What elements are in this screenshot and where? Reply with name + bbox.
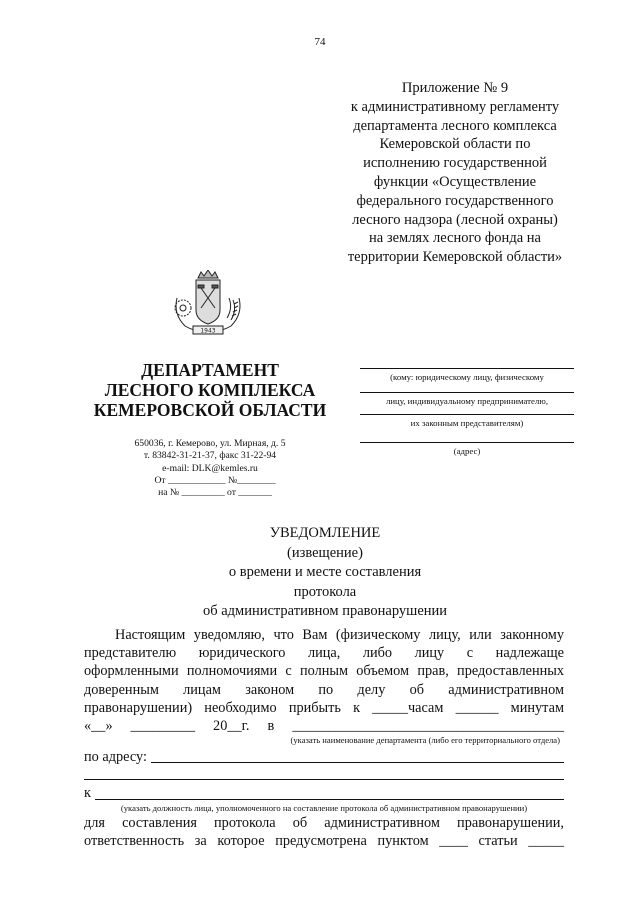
to-label: к [84, 785, 91, 802]
appendix-line: функции «Осуществление [373, 173, 537, 190]
appendix-line: территории Кемеровской области» [347, 249, 563, 266]
kemerovo-coat-of-arms-icon [171, 270, 245, 338]
appendix-line: на землях лесного фонда на [369, 230, 541, 247]
body-line: представителю юридического лица, либо лицу с надлежаще [84, 645, 564, 662]
department-name [60, 360, 360, 420]
appendix-header [320, 79, 590, 267]
department-name-caption: (указать наименование департамента (либо его территориального отдела) [290, 735, 560, 746]
appendix-line: к административному регламенту [350, 98, 560, 115]
recipient-address-line [360, 442, 574, 443]
notice-title-line: протокола [293, 583, 357, 600]
body-line: ответственность за которое предусмотрена пунктом ____ статьи _____ [84, 832, 564, 849]
appendix-line: Приложение № 9 [401, 80, 509, 96]
ref-to: на № _________ от _______ [158, 487, 272, 499]
address-line [151, 750, 564, 763]
notice-title-line: о времени и месте составления [228, 564, 422, 580]
address-label: по адресу: [84, 749, 147, 766]
official-caption: (указать должность лица, уполномоченного на составление протокола об административном правонарушении) [120, 802, 528, 813]
appendix-line: федерального государственного [356, 192, 554, 209]
address-row [84, 748, 564, 766]
body-line: «__» _________ 20__г. в ______________________________________ [84, 718, 564, 735]
department-name-line: ДЕПАРТАМЕНТ [141, 360, 279, 380]
body-line: оформленными полномочиями с полным объемом прав, предоставленных [84, 663, 564, 680]
appendix-line: Кемеровской области по [379, 136, 531, 153]
department-phone: т. 83842-31-21-37, факс 31-22-94 [143, 450, 277, 462]
official-row [84, 784, 564, 802]
outgoing-reference [120, 475, 310, 500]
recipient-caption: (кому: юридическому лицу, физическому [390, 372, 544, 382]
notice-title-line: УВЕДОМЛЕНИЕ [269, 525, 381, 541]
official-line [95, 787, 564, 800]
recipient-address-caption: (адрес) [453, 446, 481, 456]
appendix-line: лесного надзора (лесной охраны) [352, 211, 558, 228]
body-line: Настоящим уведомляю, что Вам (физическому лицу, или законному [115, 627, 564, 643]
recipient-line [360, 392, 574, 393]
recipient-block [360, 360, 574, 456]
recipient-line [360, 368, 574, 369]
notice-body [84, 626, 564, 850]
recipient-caption: их законным представителям) [410, 418, 524, 428]
department-address: 650036, г. Кемерово, ул. Мирная, д. 5 [134, 438, 286, 449]
department-email: e-mail: DLK@kemles.ru [162, 462, 258, 474]
department-name-line: КЕМЕРОВСКОЙ ОБЛАСТИ [93, 400, 327, 420]
recipient-caption: лицу, индивидуальному предпринимателю, [385, 396, 549, 406]
notice-title-line: об административном правонарушении [202, 603, 448, 619]
body-line: доверенным лицам законом по делу об административном [84, 681, 564, 698]
notice-title-line: (извещение) [287, 544, 363, 561]
emblem-year: 1943 [200, 327, 216, 335]
recipient-line [360, 414, 574, 415]
ref-from: От ____________ №________ [154, 475, 276, 486]
appendix-line: исполнению государственной [363, 155, 547, 172]
notice-title [160, 524, 490, 622]
address-continuation-line [84, 779, 564, 780]
body-line: для составления протокола об административном правонарушении, [84, 814, 564, 831]
appendix-line: департамента лесного комплекса [353, 117, 557, 134]
department-contacts [110, 438, 310, 475]
page-number: 74 [314, 36, 326, 48]
body-line: правонарушении) необходимо прибыть к _____часам ______ минутам [84, 699, 564, 716]
department-name-line: ЛЕСНОГО КОМПЛЕКСА [104, 380, 316, 400]
